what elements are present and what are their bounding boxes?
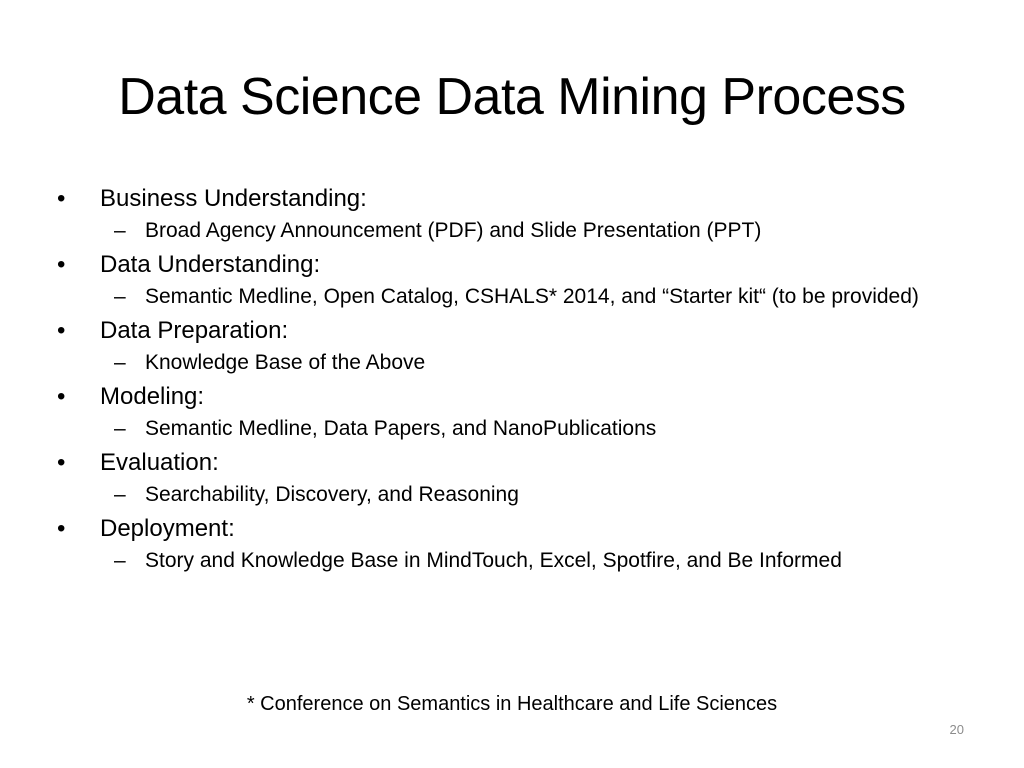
bullet-item bbox=[57, 446, 957, 508]
bullet-label: Evaluation: bbox=[100, 449, 219, 476]
dash-icon: – bbox=[114, 285, 126, 308]
dash-icon: – bbox=[114, 549, 126, 572]
slide-title: Data Science Data Mining Process bbox=[118, 68, 906, 126]
bullet-label: Business Understanding: bbox=[100, 185, 367, 212]
bullet-icon: • bbox=[57, 383, 66, 410]
sub-bullet-item bbox=[57, 481, 957, 508]
page-number: 20 bbox=[949, 722, 964, 737]
sub-bullet-item bbox=[57, 349, 957, 376]
bullet-label: Deployment: bbox=[100, 515, 235, 542]
dash-icon: – bbox=[114, 417, 126, 440]
bullet-item bbox=[57, 182, 957, 244]
sub-bullet-label: Knowledge Base of the Above bbox=[145, 351, 426, 374]
sub-bullet-label: Semantic Medline, Open Catalog, CSHALS* 2014, and “Starter kit“ (to be provided) bbox=[145, 285, 919, 308]
sub-bullet-list bbox=[57, 217, 957, 244]
bullet-item bbox=[57, 248, 957, 310]
sub-bullet-item bbox=[57, 283, 957, 310]
bullet-item bbox=[57, 314, 957, 376]
sub-bullet-list bbox=[57, 283, 957, 310]
dash-icon: – bbox=[114, 219, 126, 242]
sub-bullet-list bbox=[57, 415, 957, 442]
bullet-icon: • bbox=[57, 185, 66, 212]
bullet-icon: • bbox=[57, 515, 66, 542]
sub-bullet-item bbox=[57, 547, 957, 574]
sub-bullet-label: Searchability, Discovery, and Reasoning bbox=[145, 483, 519, 506]
bullet-item bbox=[57, 380, 957, 442]
sub-bullet-list bbox=[57, 547, 957, 574]
dash-icon: – bbox=[114, 483, 126, 506]
sub-bullet-label: Broad Agency Announcement (PDF) and Slide Presentation (PPT) bbox=[145, 219, 762, 242]
bullet-list bbox=[57, 180, 957, 578]
sub-bullet-list bbox=[57, 349, 957, 376]
dash-icon: – bbox=[114, 351, 126, 374]
bullet-label: Data Preparation: bbox=[100, 317, 289, 344]
bullet-icon: • bbox=[57, 449, 66, 476]
sub-bullet-item bbox=[57, 415, 957, 442]
bullet-icon: • bbox=[57, 317, 66, 344]
bullet-item bbox=[57, 512, 957, 574]
sub-bullet-label: Story and Knowledge Base in MindTouch, Excel, Spotfire, and Be Informed bbox=[145, 549, 842, 572]
footnote: * Conference on Semantics in Healthcare and Life Sciences bbox=[246, 693, 778, 715]
sub-bullet-item bbox=[57, 217, 957, 244]
bullet-label: Modeling: bbox=[100, 383, 205, 410]
sub-bullet-list bbox=[57, 481, 957, 508]
bullet-icon: • bbox=[57, 251, 66, 278]
bullet-label: Data Understanding: bbox=[100, 251, 321, 278]
sub-bullet-label: Semantic Medline, Data Papers, and NanoPublications bbox=[145, 417, 657, 440]
